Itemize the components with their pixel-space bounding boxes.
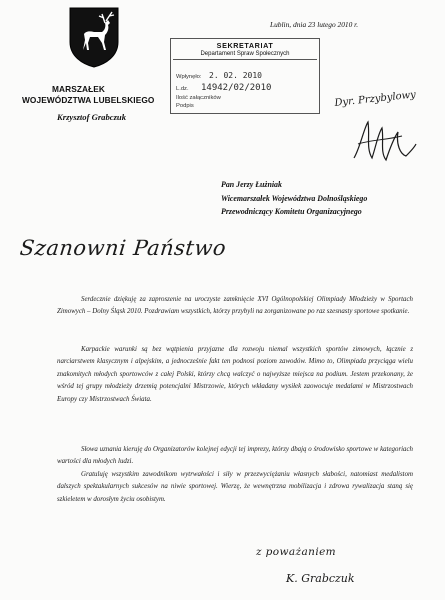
body-paragraph-4: Gratuluję wszystkim zawodnikom wytrwałości i siły w przezwyciężaniu własnych słabości, natomiast medalistom dalszych spektakularnych sukcesów na niwie sportowej. Wierzę, że wewnętrzna mobilizacja i zdrowa rywalizacja staną się szkieletem w dorosłym życiu osobistym. [57,471,413,503]
body-paragraph-1: Serdecznie dziękuję za zaproszenie na uroczyste zamknięcie XVI Ogólnopolskiej Olimpiady Młodzieży w Sportach Zimowych – Dolny Śląsk 2010. Pozdrawiam wszystkich, którzy przybyli na zorganizowane po raz szesnasty sportowe spotkanie. [57,296,413,316]
letterhead-title-line1: MARSZAŁEK [52,84,105,94]
recipient-line2: Wicemarszałek Województwa Dolnośląskiego [221,194,368,203]
stamp-signature-label: Podpis [176,103,194,109]
letterhead-title-line2: WOJEWÓDZTWA LUBELSKIEGO [22,95,155,105]
recipient-line1: Pan Jerzy Łużniak [221,180,282,189]
stamp-ref-value: 14942/02/2010 [201,83,272,93]
handwritten-initials [350,118,420,164]
stamp-ref-label: L.dz. [176,86,189,92]
stamp-received-label: Wpłynęło: [176,74,202,80]
lubelskie-deer-crest-icon [68,6,120,68]
handwritten-annotation: Dyr. Przybylowy [334,89,417,109]
body-paragraph-2: Karpackie warunki są bez wątpienia przyjazne dla rozwoju niemal wszystkich sportów zimowych, łącznie z narciarstwem klasycznym i alpejskim, a jednocześnie fakt ten podnosi poziom zawodów. Mimo to, Olimpiada przyciąga wielu znakomitych młodych sportowców z całej Polski, którzy chcą walczyć o najwyższe miejsca na podium. Jestem przekonany, że wśród tej grupy młodzieży drzemią potencjalni Mistrzowie, których wkładany wysiłek zaowocuje medalami w Mistrzostwach Europy czy Mistrzostwach Świata. [57,346,413,403]
letter-date: Lublin, dnia 23 lutego 2010 r. [270,20,359,29]
signature: K. Grabczuk [286,572,355,585]
stamp-department: Departament Spraw Społecznych [173,51,317,60]
recipient-line3: Przewodniczący Komitetu Organizacyjnego [221,207,362,216]
stamp-attachments-label: Ilość załączników [176,95,221,101]
stamp-received-value: 2. 02. 2010 [209,71,262,80]
registry-stamp [170,38,320,114]
salutation: Szanowni Państwo [18,236,228,260]
closing-phrase: z poważaniem [256,546,337,558]
stamp-title: SEKRETARIAT [216,41,274,50]
body-paragraph-3: Słowa uznania kieruję do Organizatorów kolejnej edycji tej imprezy, którzy dbają o środowisko sportowe w kategoriach wartości dla młodych ludzi. [57,446,413,466]
letterhead-name: Krzysztof Grabczuk [57,112,126,122]
